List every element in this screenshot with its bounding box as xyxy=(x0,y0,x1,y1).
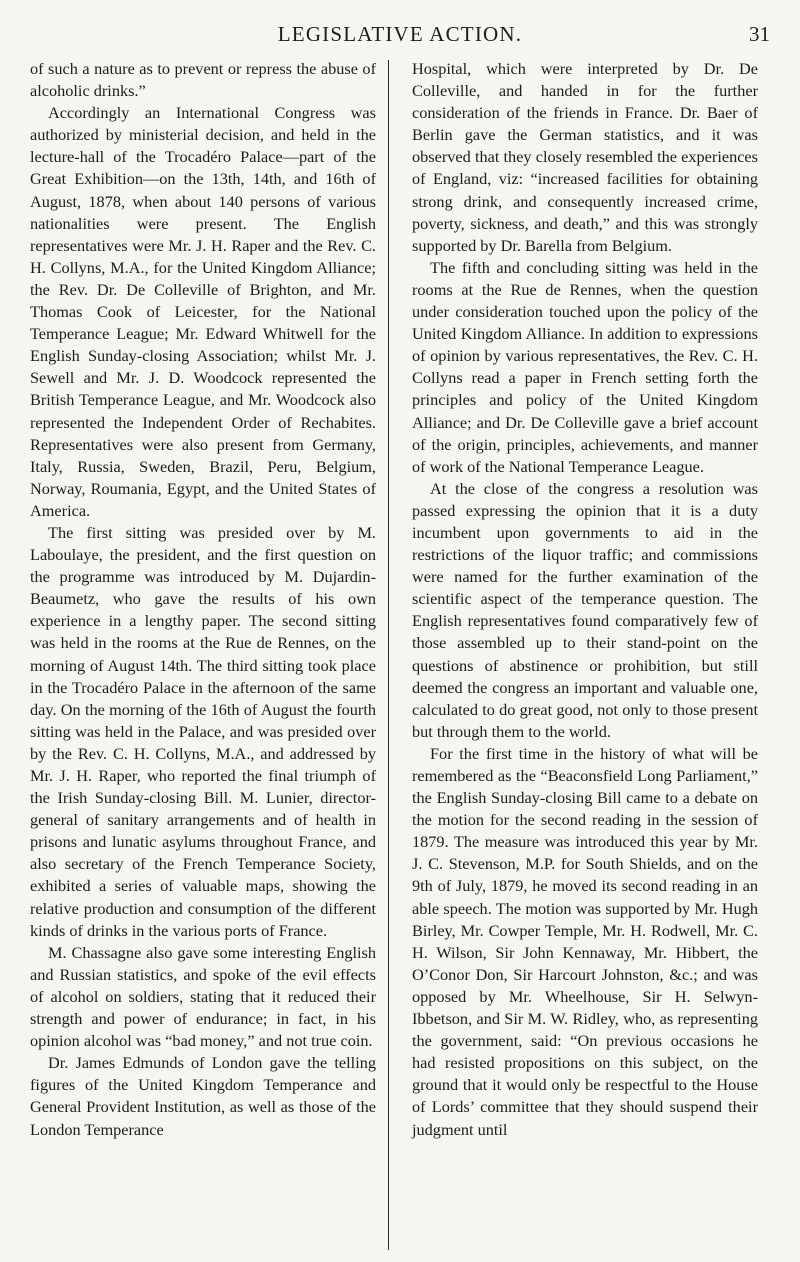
page-number: 31 xyxy=(749,22,770,46)
paragraph: The first sitting was presided over by M. Laboulaye, the president, and the first question on the programme was introduced by M. Dujardin-Beaumetz, who gave the results of his own experience in a lengthy paper. The second sitting was held in the rooms at the Rue de Rennes, on the morning of August 14th. The third sitting took place in the Trocadéro Palace in the afternoon of the same day. On the morning of the 16th of August the fourth sitting was held in the Palace, and was presided over by the Rev. C. H. Collyns, M.A., and addressed by Mr. J. H. Raper, who reported the final triumph of the Irish Sunday-closing Bill. M. Lunier, director-general of sanitary arrangements and of health in prisons and lunatic asylums throughout France, and also secretary of the French Temperance Society, exhibited a series of valuable maps, showing the relative production and consumption of the different kinds of drinks in the various ports of France. xyxy=(30,522,376,940)
paragraph: The fifth and concluding sitting was held in the rooms at the Rue de Rennes, when the question under consideration touched upon the policy of the United Kingdom Alliance. In addition to expressions of opinion by various representatives, the Rev. C. H. Collyns read a paper in French setting forth the principles and policy of the United Kingdom Alliance; and Dr. De Colleville gave a brief account of the origin, principles, achievements, and manner of work of the National Temperance League. xyxy=(412,257,758,476)
paragraph: Hospital, which were interpreted by Dr. De Colleville, and handed in for the further consideration of the friends in France. Dr. Baer of Berlin gave the German statistics, and it was observed that they closely resembled the experiences of England, viz: “increased facilities for obtaining strong drink, and consequently increased crime, poverty, sickness, and death,” and this was strongly supported by Dr. Barella from Belgium. xyxy=(412,59,758,255)
paragraph: Dr. James Edmunds of London gave the telling figures of the United Kingdom Temperance and General Provident Institution, as well as those of the London Temperance xyxy=(30,1053,376,1139)
running-title: LEGISLATIVE ACTION. xyxy=(277,22,523,46)
column-divider xyxy=(388,60,389,1250)
paragraph: For the first time in the history of what will be remembered as the “Beaconsfield Long Parliament,” the English Sunday-closing Bill came to a debate on the motion for the second reading in the session of 1879. The measure was introduced this year by Mr. J. C. Stevenson, M.P. for South Shields, and on the 9th of July, 1879, he moved its second reading in an able speech. The motion was supported by Mr. Hugh Birley, Mr. Cowper Temple, Mr. H. Rodwell, Mr. C. H. Wilson, Sir John Kennaway, Mr. Hibbert, the O’Conor Don, Sir Harcourt Johnston, &c.; and was opposed by Mr. Wheelhouse, Sir H. Selwyn-Ibbetson, and Sir M. W. Ridley, who, as representing the government, said: “On previous occasions he had resisted propositions on this subject, on the ground that it would only be respectful to the House of Lords’ committee that they should suspend their judgment until xyxy=(412,743,758,1139)
paragraph: Accordingly an International Congress was authorized by ministerial decision, and held in the lecture-hall of the Trocadéro Palace—part of the Great Exhibition—on the 13th, 14th, and 16th of August, 1878, when about 140 persons of various nationalities were present. The English representatives were Mr. J. H. Raper and the Rev. C. H. Collyns, M.A., for the United Kingdom Alliance; the Rev. Dr. De Colleville of Brighton, and Mr. Thomas Cook of Leicester, for the National Temperance League; Mr. Edward Whitwell for the English Sunday-closing Association; whilst Mr. J. Sewell and Mr. J. D. Woodcock represented the British Temperance League, and Mr. Woodcock also represented the Independent Order of Rechabites. Representatives were also present from Germany, Italy, Russia, Sweden, Brazil, Peru, Belgium, Norway, Roumania, Egypt, and the United States of America. xyxy=(30,103,376,520)
left-column xyxy=(30,58,376,1141)
paragraph: M. Chassagne also gave some interesting English and Russian statistics, and spoke of the evil effects of alcohol on soldiers, stating that it reduced their strength and power of endurance; in fact, in his opinion alcohol was “bad money,” and not true coin. xyxy=(30,942,376,1051)
right-column xyxy=(412,58,758,1141)
paragraph: of such a nature as to prevent or repress the abuse of alcoholic drinks.” xyxy=(30,59,376,101)
page-header xyxy=(0,22,800,52)
paragraph: At the close of the congress a resolution was passed expressing the opinion that it is a duty incumbent upon governments to aid in the restrictions of the liquor traffic; and commissions were named for the further examination of the scientific aspect of the temperance question. The English representatives found comparatively few of those assembled up to their stand-point on the questions of abstinence or prohibition, but still deemed the congress an important and valuable one, calculated to do great good, not only to those present but through them to the world. xyxy=(412,478,758,741)
